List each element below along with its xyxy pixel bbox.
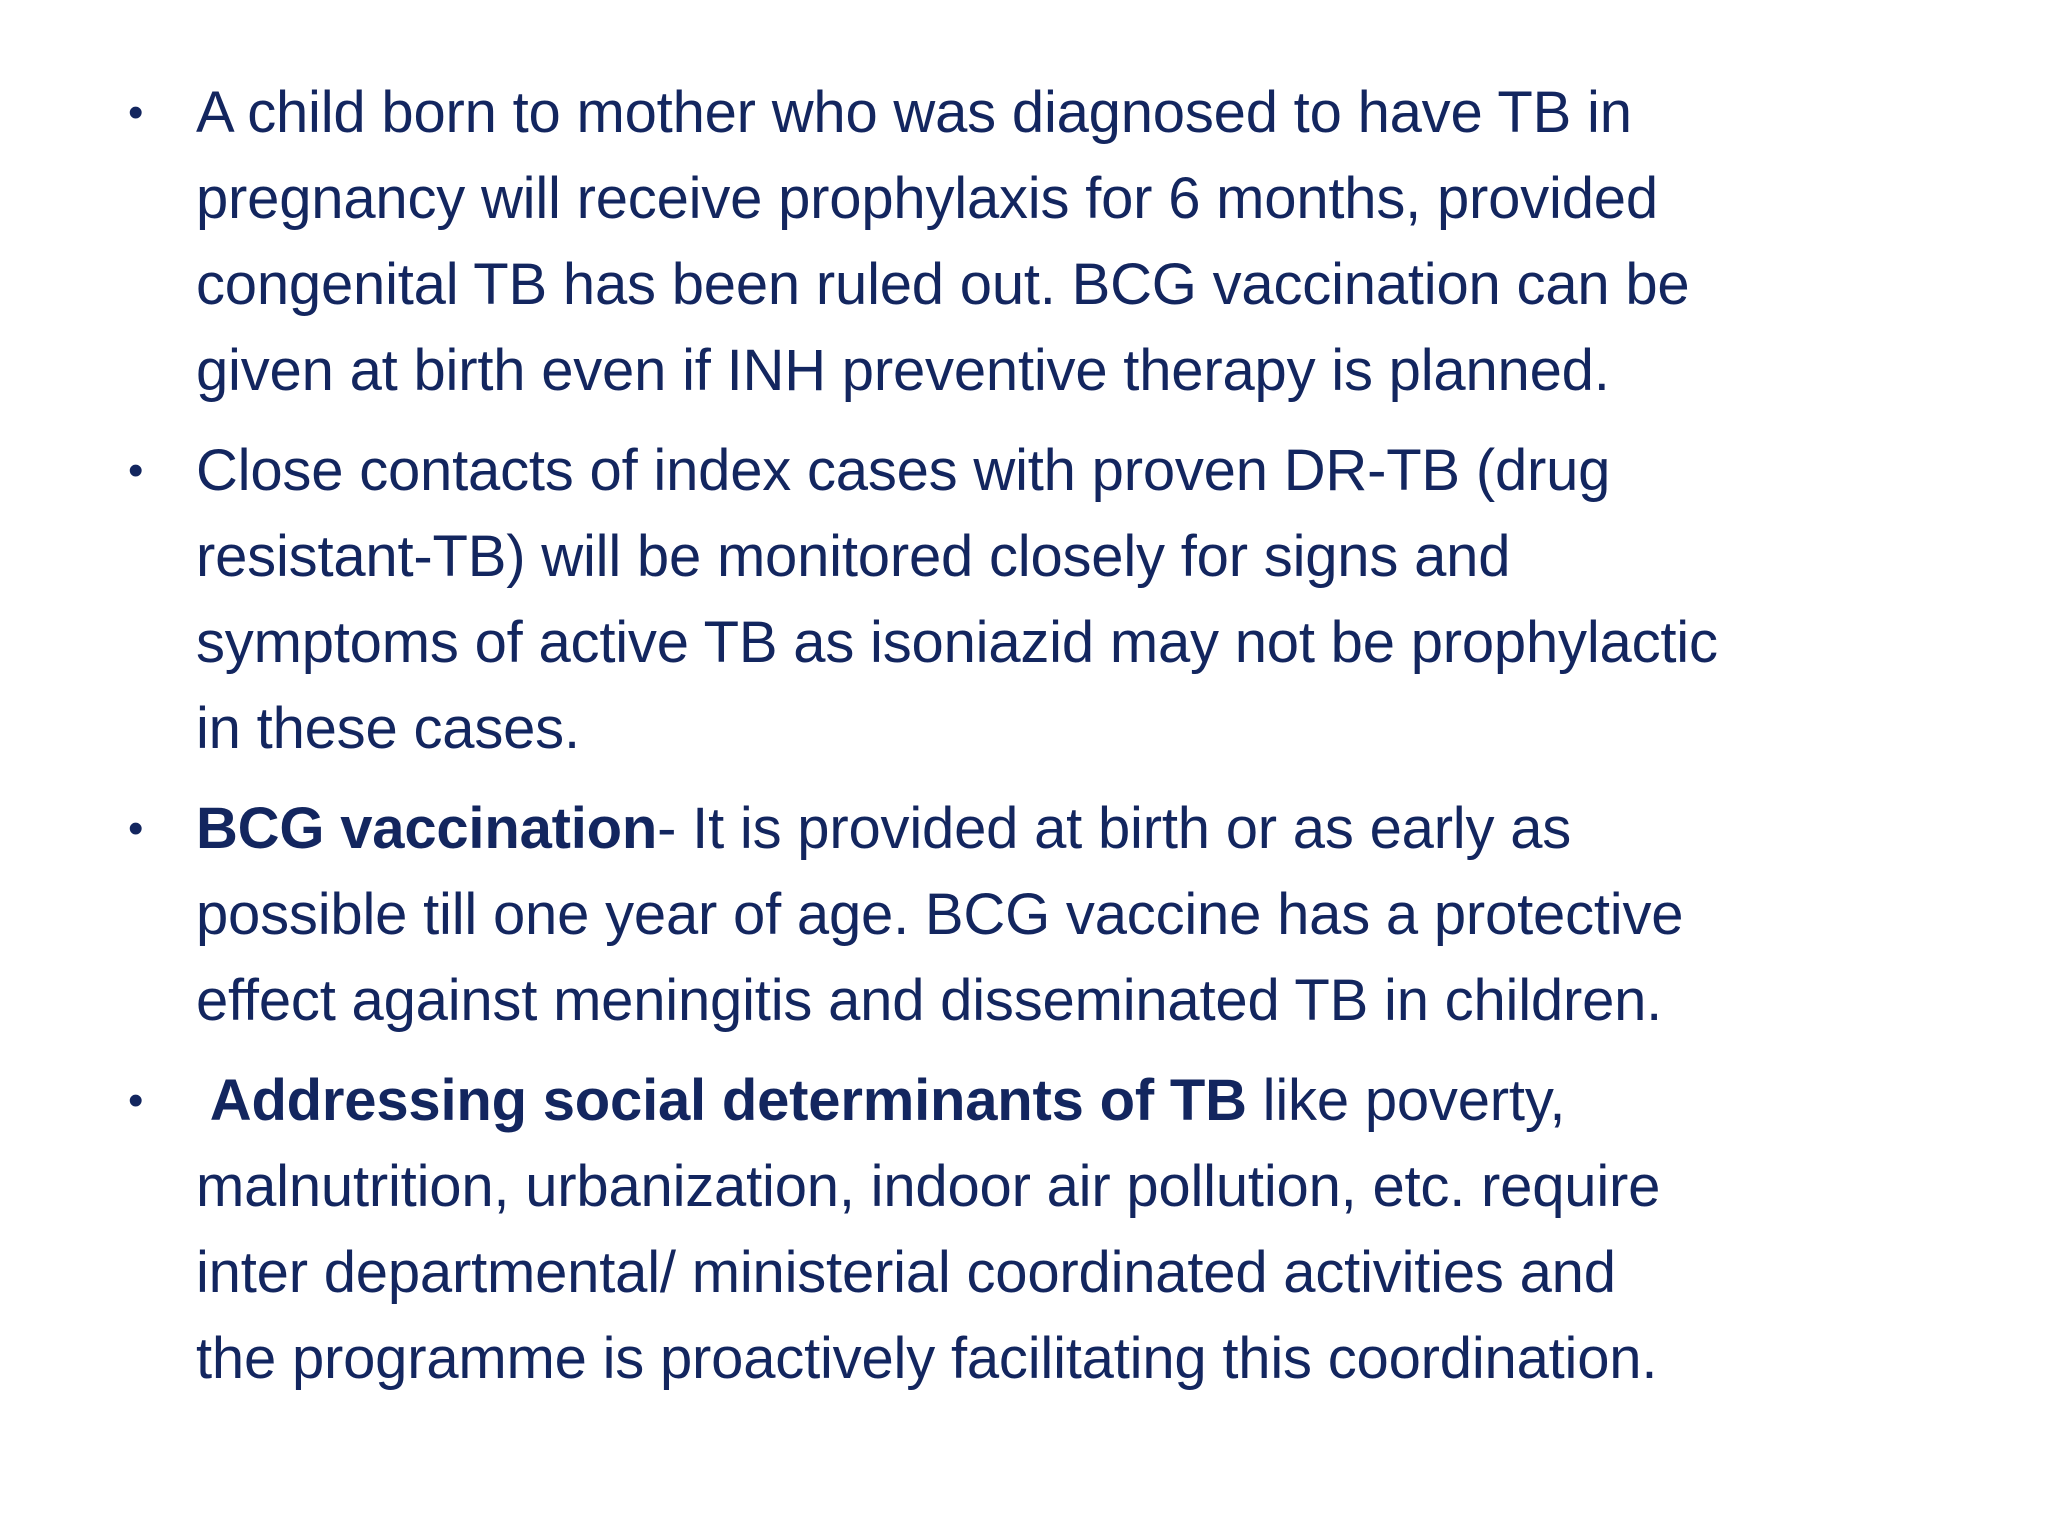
- bullet-text: like poverty,: [1246, 1068, 1566, 1133]
- bullet-text-line: pregnancy will receive prophylaxis for 6 months, provided: [196, 166, 1658, 231]
- bullet-text-line: resistant-TB) will be monitored closely for signs and: [196, 524, 1511, 589]
- bullet-dot: •: [128, 88, 144, 137]
- bullet-text-line: congenital TB has been ruled out. BCG vaccination can be: [196, 252, 1690, 317]
- bullet-text-line: in these cases.: [196, 696, 580, 761]
- bullet-heading: BCG vaccination: [196, 796, 658, 861]
- bullet-text-line: inter departmental/ ministerial coordinated activities and: [196, 1240, 1616, 1305]
- bullet-text-line: Close contacts of index cases with proven DR-TB (drug: [196, 438, 1611, 503]
- bullet-first-line: [196, 786, 1980, 872]
- bullet-text-line: given at birth even if INH preventive therapy is planned.: [196, 338, 1610, 403]
- bullet-item-dr-tb-contacts: [120, 428, 1980, 772]
- bullet-text-line: symptoms of active TB as isoniazid may not be prophylactic: [196, 610, 1718, 675]
- bullet-item-social-determinants: [120, 1058, 1980, 1402]
- bullet-text-line: effect against meningitis and disseminated TB in children.: [196, 968, 1663, 1033]
- bullet-text-line: malnutrition, urbanization, indoor air pollution, etc. require: [196, 1154, 1661, 1219]
- bullet-text: - It is provided at birth or as early as: [657, 796, 1572, 861]
- bullet-text-line: the programme is proactively facilitating this coordination.: [196, 1326, 1658, 1391]
- bullet-dot: •: [128, 804, 144, 853]
- bullet-text-line: possible till one year of age. BCG vaccine has a protective: [196, 882, 1684, 947]
- bullet-dot: •: [128, 446, 144, 495]
- bullet-text-line: A child born to mother who was diagnosed to have TB in: [196, 80, 1632, 145]
- bullet-heading: Addressing social determinants of TB: [196, 1068, 1247, 1133]
- bullet-item-bcg-vaccination: [120, 786, 1980, 1044]
- bullet-item-prophylaxis: [120, 70, 1980, 414]
- bullet-list: [120, 70, 1980, 1416]
- bullet-dot: •: [128, 1076, 144, 1125]
- bullet-first-line: [196, 1058, 1980, 1144]
